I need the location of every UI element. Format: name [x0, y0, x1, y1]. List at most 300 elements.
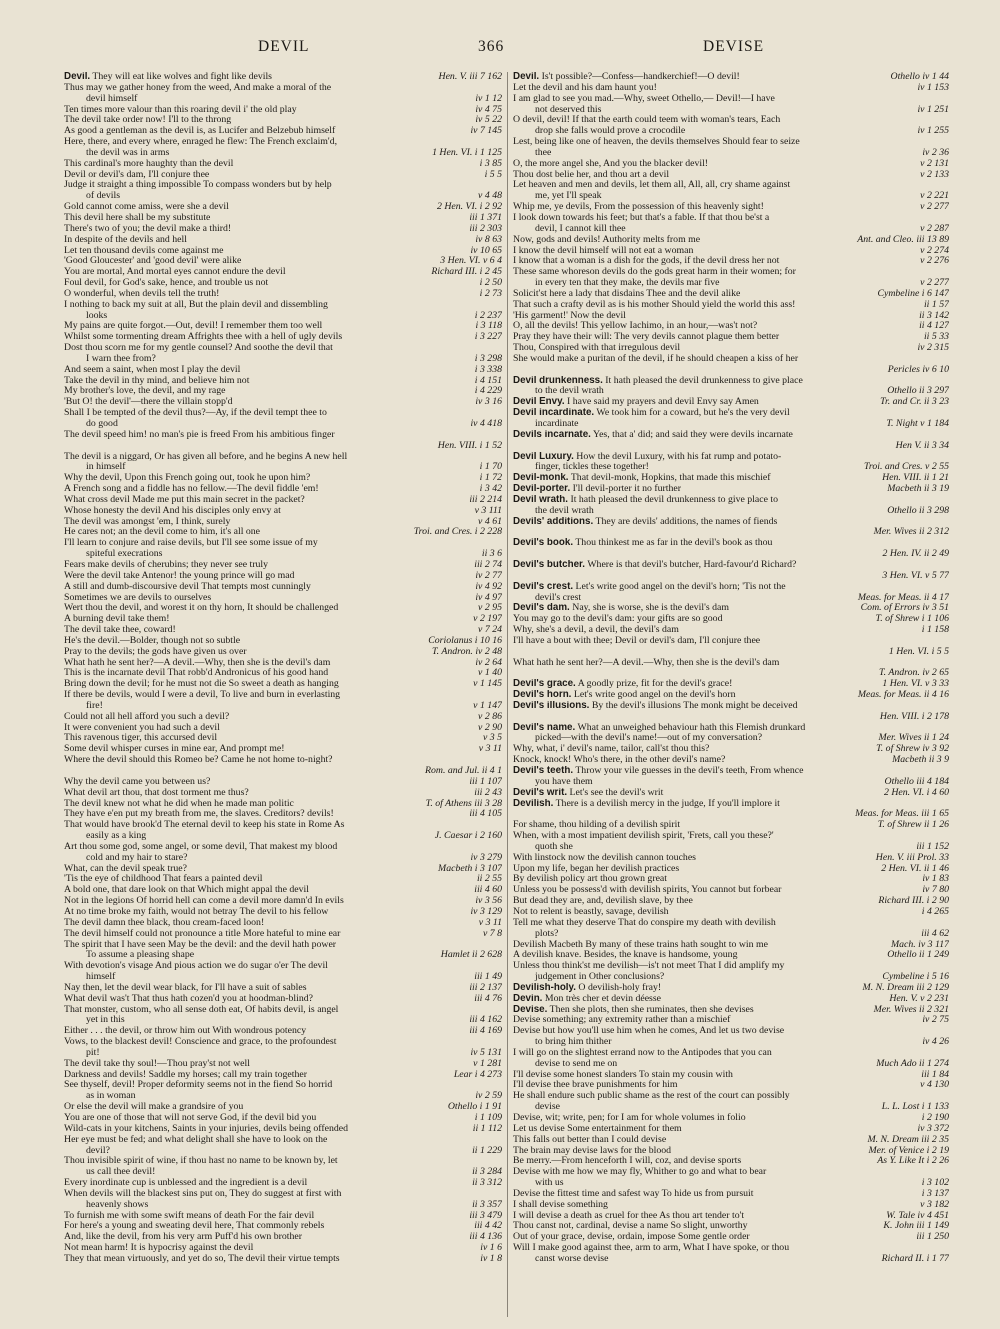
play-reference: Hen. VIII. i 2 178: [879, 711, 949, 722]
quotation-text: [64, 538, 496, 549]
quote: This falls out better than I could devise: [513, 1134, 667, 1145]
left-column: [64, 72, 502, 1317]
quote: Then she plots, then she ruminates, then she devises: [549, 1004, 754, 1015]
headword: Devil drunkenness.: [513, 375, 603, 386]
play-reference: i 3 42: [479, 484, 502, 495]
quotation-text: [513, 679, 876, 690]
quotation-text: [64, 809, 463, 820]
concordance-line: [513, 1113, 949, 1124]
quotation-text: [64, 658, 469, 669]
play-reference: Mer. of Venice i 2 19: [868, 1145, 949, 1156]
play-reference: v 4 48: [478, 191, 502, 202]
concordance-line: [513, 918, 949, 929]
quotation-text: [64, 1102, 442, 1113]
concordance-line: [513, 83, 949, 94]
quote: Let's see the devil's writ: [569, 787, 664, 798]
quote: When, with a most impatient devilish spirit, 'Frets, call you these?': [513, 831, 774, 842]
quotation-text: [513, 1211, 880, 1222]
concordance-line: [64, 430, 502, 441]
quotation-text: [64, 1070, 448, 1081]
quote: For here's a young and sweating devil here, That commonly rebels: [64, 1221, 325, 1232]
concordance-line: [513, 343, 949, 354]
play-reference: iv 3 56: [475, 896, 502, 907]
play-reference: iv 1 153: [917, 82, 949, 93]
quote: 'His garment!' Now the devil: [513, 310, 626, 321]
quotation-text: [64, 983, 463, 994]
play-reference: v 1 281: [473, 1058, 502, 1069]
quotation-text: [64, 83, 496, 94]
quotation-text: [513, 484, 881, 495]
concordance-line: [64, 376, 502, 387]
quotation-text: [64, 159, 474, 170]
concordance-line: [64, 246, 502, 257]
quotation-text: [513, 1200, 914, 1211]
play-reference: Macbeth ii 3 19: [887, 484, 949, 495]
concordance-line: [64, 1070, 502, 1081]
quote: They are devils' additions, the names of fiends: [595, 516, 778, 527]
play-reference: iii 2 214: [469, 494, 502, 505]
concordance-line: [64, 289, 502, 300]
play-reference: As Y. Like It i 2 26: [877, 1156, 949, 1167]
quote: easily as a king: [86, 831, 147, 842]
headword: Devil's crest.: [513, 581, 574, 592]
play-reference: iv 1 6: [480, 1243, 502, 1254]
concordance-line: [64, 874, 502, 885]
concordance-line: [64, 668, 502, 679]
quote: There is a devilish mercy in the judge, If you'll implore it: [555, 798, 780, 809]
concordance-line: [64, 603, 502, 614]
play-reference: Mer. Wives ii 2 312: [873, 527, 949, 538]
quote: The devil is a niggard, Or has given all before, and he begins A new hell: [64, 451, 348, 462]
quote: You may go to the devil's dam: your gifts are so good: [513, 614, 723, 625]
concordance-line: [64, 267, 502, 278]
play-reference: i 4 265: [921, 906, 949, 917]
quote: Let's write good angel on the devil's horn; 'Tis not the: [575, 581, 786, 592]
headword: Devil's illusions.: [513, 700, 590, 711]
play-reference: v 2 95: [478, 603, 502, 614]
quotation-text: [64, 712, 472, 723]
quote: devil's crest: [535, 592, 582, 603]
quote: devise to send me on: [535, 1058, 618, 1069]
quote: What hath he sent her?—A devil.—Why, then she is the devil's dam: [513, 657, 780, 668]
concordance-line: [64, 831, 502, 842]
concordance-line: [513, 950, 949, 961]
play-reference: iv 1 12: [475, 93, 502, 104]
concordance-line: [64, 1135, 502, 1146]
concordance-line: [64, 148, 502, 159]
quote: What hath he sent her?—A devil.—Why, then she is the devil's dam: [64, 657, 331, 668]
quotation-text: [513, 690, 852, 701]
concordance-line: [513, 744, 949, 755]
quotation-text: [513, 1124, 911, 1135]
quote: By the devil's illusions The monk might be deceived: [591, 700, 798, 711]
quotation-text: [64, 679, 467, 690]
quotation-text: [513, 733, 873, 744]
quote: 'Tis the eye of childhood That fears a painted devil: [64, 874, 263, 885]
quotation-text: [64, 202, 431, 213]
quote: How the devil Luxury, with his fat rump and potato-: [576, 451, 782, 462]
concordance-line: [513, 332, 949, 343]
play-reference: T. of Athens iii 3 28: [425, 798, 502, 809]
quotation-text: [513, 419, 880, 430]
quotation-text: [513, 495, 943, 506]
concordance-line: [64, 1200, 502, 1211]
quote: heavenly shows: [86, 1199, 149, 1210]
quote: What an unweighed behaviour hath this Flemish drunkard: [577, 722, 806, 733]
quote: of devils: [86, 191, 121, 202]
quotation-text: [64, 213, 463, 224]
play-reference: ii 1 112: [472, 1123, 502, 1134]
quotation-text: [513, 1156, 871, 1167]
quote: With linstock now the devilish cannon touches: [513, 852, 696, 863]
quotation-text: [64, 278, 474, 289]
quotation-text: [513, 115, 943, 126]
quotation-text: [64, 321, 470, 332]
concordance-line: [64, 1059, 502, 1070]
play-reference: iv 5 22: [475, 115, 502, 126]
concordance-line: [513, 874, 949, 885]
concordance-line: [64, 918, 502, 929]
quotation-text: [513, 332, 918, 343]
quote: Either . . . the devil, or throw him out With wondrous potency: [64, 1026, 307, 1037]
play-reference: iii 4 162: [469, 1015, 502, 1026]
concordance-line: [513, 777, 949, 788]
quote: With devotion's visage And pious action we do sugar o'er The devil: [64, 961, 328, 972]
play-reference: iii 2 137: [469, 982, 502, 993]
concordance-line: [513, 636, 949, 647]
play-reference: Troi. and Cres. i 2 228: [413, 527, 502, 538]
concordance-line: [513, 527, 949, 538]
play-reference: v 4 61: [478, 516, 502, 527]
concordance-line: [64, 1167, 502, 1178]
right-column: [513, 72, 949, 1317]
quote: I will devise a death as cruel for thee As thou art tender to't: [513, 1210, 745, 1221]
quote: The devil was amongst 'em, I think, surely: [64, 516, 231, 527]
quotation-text: [64, 918, 473, 929]
quote: A bold one, that dare look on that Which might appal the devil: [64, 885, 309, 896]
quotation-text: [64, 246, 464, 257]
quote: This is the incarnate devil That robb'd Andronicus of his good hand: [64, 668, 329, 679]
quotation-text: [513, 148, 916, 159]
quotation-text: [64, 549, 476, 560]
concordance-line: [513, 983, 949, 994]
concordance-line: [513, 1080, 949, 1091]
quote: This ravenous tiger, this accursed devil: [64, 733, 218, 744]
play-reference: Lear i 4 273: [453, 1069, 502, 1080]
quotation-text: [513, 343, 911, 354]
quotation-text: [513, 224, 914, 235]
quotation-text: [513, 1135, 861, 1146]
concordance-line: [64, 582, 502, 593]
play-reference: iv 5 131: [470, 1047, 502, 1058]
quote: He cares not; an the devil come to him, it's all one: [64, 527, 261, 538]
quotation-text: [64, 1243, 474, 1254]
quote: fire!: [86, 700, 103, 711]
quotation-text: [513, 560, 943, 571]
quote: drop she falls would prove a crocodile: [535, 126, 686, 137]
quote: This cardinal's more haughty than the devil: [64, 158, 234, 169]
quote: I will go on the slightest errand now to the Antipodes that you can: [513, 1047, 772, 1058]
quote: What cross devil Made me put this main secret in the packet?: [64, 494, 305, 505]
quote: Pray to the devils; the gods have given us over: [64, 646, 247, 657]
quotation-text: [513, 853, 870, 864]
concordance-line: [64, 777, 502, 788]
concordance-line: [64, 256, 502, 267]
quote: That would have brook'd The eternal devil to keep his state in Rome As: [64, 820, 345, 831]
quote: They that mean virtuously, and yet do so, The devil their virtue tempts: [64, 1253, 340, 1264]
quotation-text: [64, 614, 467, 625]
play-reference: T. Night v 1 184: [886, 419, 949, 429]
quotation-text: [513, 126, 911, 137]
quotation-text: [513, 137, 943, 148]
play-reference: ii 1 229: [472, 1145, 502, 1156]
concordance-line: [513, 885, 949, 896]
page-number: 366: [478, 38, 505, 55]
quote: do good: [86, 419, 118, 429]
concordance-line: [64, 853, 502, 864]
concordance-line: [64, 538, 502, 549]
concordance-line: [64, 224, 502, 235]
concordance-line: [513, 94, 949, 105]
concordance-line: [513, 1167, 949, 1178]
headword: Devil.: [513, 72, 540, 82]
concordance-line: [513, 300, 949, 311]
quotation-text: [64, 864, 432, 875]
quote: This devil here shall be my substitute: [64, 212, 211, 223]
concordance-line: [513, 1005, 949, 1016]
concordance-line: [64, 300, 502, 311]
quotation-text: [64, 788, 468, 799]
concordance-line: [513, 1243, 949, 1254]
concordance-line: [64, 343, 502, 354]
play-reference: iii 4 105: [469, 809, 502, 820]
concordance-line: [513, 473, 949, 484]
quote: Shall I be tempted of the devil thus?—Ay, if the devil tempt thee to: [64, 408, 327, 419]
quote: Why the devil came you between us?: [64, 776, 211, 787]
quotation-text: [513, 397, 874, 408]
play-reference: i 3 118: [475, 321, 502, 332]
play-reference: i 5 5: [484, 169, 502, 180]
concordance-line: [513, 235, 949, 246]
concordance-line: [64, 842, 502, 853]
quotation-text: [64, 1221, 468, 1232]
quote: Thou dost belie her, and thou art a devil: [513, 169, 670, 180]
quote: Will I make good against thee, arm to arm, What I have spoke, or thou: [513, 1243, 790, 1254]
quote: cold and my hair to stare?: [86, 852, 188, 863]
play-reference: 1 Hen. VI. v 3 33: [882, 679, 949, 690]
quotation-text: [64, 744, 473, 755]
quotation-text: [64, 484, 474, 495]
quote: Dost thou scorn me for my gentle counsel? And soothe the devil that: [64, 343, 333, 354]
concordance-line: [513, 961, 949, 972]
quote: Bring down the devil; for he must not die So sweet a death as hanging: [64, 679, 339, 690]
quotation-text: [513, 701, 943, 712]
quote: I'll learn to conjure and raise devils, but I'll see some issue of my: [64, 538, 318, 549]
concordance-line: [64, 1156, 502, 1167]
concordance-line: [513, 1102, 949, 1113]
quote: 'Good Gloucester' and 'good devil' were alike: [64, 256, 242, 267]
concordance-line: [513, 224, 949, 235]
quotation-text: [513, 755, 886, 766]
quote: Judge it straight a thing impossible To compass wonders but by help: [64, 180, 332, 191]
concordance-line: [513, 625, 949, 636]
quote: Out of your grace, devise, ordain, impose Some gentle order: [513, 1232, 750, 1243]
play-reference: Coriolanus i 10 16: [428, 635, 502, 646]
quotation-text: [64, 1037, 496, 1048]
play-reference: Mer. Wives ii 2 321: [873, 1004, 949, 1015]
concordance-line: [64, 636, 502, 647]
play-reference: Richard III. i 2 45: [431, 267, 502, 278]
quotation-text: [513, 430, 943, 441]
quotation-text: [513, 300, 918, 311]
quotation-text: [513, 874, 916, 885]
play-reference: iii 4 169: [469, 1026, 502, 1037]
quote: Where the devil should this Romeo be? Came he not home to-night?: [64, 755, 333, 766]
quotation-text: [513, 603, 855, 614]
quote: Ten times more valour than this roaring devil i' the old play: [64, 104, 297, 115]
play-reference: i 1 70: [479, 462, 502, 473]
quote: plots?: [535, 928, 559, 939]
play-reference: Othello iv 1 44: [890, 72, 949, 82]
concordance-line: [64, 506, 502, 517]
concordance-line: [64, 452, 502, 463]
play-reference: Ant. and Cleo. iii 13 89: [857, 234, 949, 245]
play-reference: i 2 190: [921, 1113, 949, 1123]
play-reference: iv 4 97: [475, 592, 502, 603]
play-reference: Much Ado ii 1 274: [876, 1058, 949, 1069]
play-reference: Rom. and Jul. ii 4 1: [424, 766, 502, 776]
quote: Is't possible?—Confess—handkerchief!—O devil!: [541, 72, 740, 82]
quotation-text: [513, 1189, 916, 1200]
quote: as in woman: [86, 1091, 136, 1102]
quotation-text: [513, 929, 915, 940]
play-reference: i 2 237: [474, 310, 502, 321]
concordance-line: [513, 929, 949, 940]
concordance-line: [64, 560, 502, 571]
concordance-line: [513, 560, 949, 571]
concordance-line: [64, 733, 502, 744]
quotation-text: [64, 311, 469, 322]
concordance-line: [64, 809, 502, 820]
quotation-text: [64, 137, 496, 148]
quote: The devil take thy soul!—Thou pray'st not well: [64, 1058, 250, 1069]
quote: To furnish me with some swift means of death For the fair devil: [64, 1210, 315, 1221]
quotation-text: [64, 289, 474, 300]
concordance-line: [64, 441, 502, 452]
quotation-text: [64, 961, 496, 972]
quotation-text: [513, 907, 916, 918]
quotation-text: [64, 267, 425, 278]
quotation-text: [64, 495, 463, 506]
quote: Thus may we gather honey from the weed, And make a moral of the: [64, 82, 332, 93]
quote: judgement in Other conclusions?: [535, 972, 665, 983]
quotation-text: [513, 820, 872, 831]
play-reference: v 1 145: [473, 679, 502, 690]
quote: Nay, she is worse, she is the devil's dam: [572, 603, 730, 614]
concordance-line: [64, 820, 502, 831]
quotation-text: [64, 1080, 496, 1091]
play-reference: iii 1 84: [921, 1069, 949, 1080]
quotation-text: [64, 950, 435, 961]
play-reference: v 2 221: [920, 191, 949, 202]
quote: For shame, thou hilding of a devilish spirit: [513, 820, 681, 831]
quote: Lest, being like one of heaven, the devils themselves Should fear to seize: [513, 137, 800, 148]
quote: Devise but how you'll use him when he comes, And let us two devise: [513, 1026, 785, 1037]
quote: That monster, custom, who all sense doth eat, Of habits devil, is angel: [64, 1004, 339, 1015]
quote: When devils will the blackest sins put on, They do suggest at first with: [64, 1188, 342, 1199]
quotation-text: [64, 1178, 466, 1189]
quote: looks: [86, 310, 108, 321]
concordance-line: [64, 983, 502, 994]
quote: incardinate: [535, 419, 579, 429]
quotation-text: [64, 430, 496, 441]
quote: Whilst some tormenting dream Affrights thee with a hell of ugly devils: [64, 332, 343, 343]
play-reference: i 2 50: [479, 278, 502, 289]
concordance-line: [513, 896, 949, 907]
quotation-text: [64, 94, 469, 105]
concordance-line: [513, 517, 949, 528]
quote: Tell me what they deserve That do conspire my death with devilish: [513, 917, 776, 928]
quote: devil?: [86, 1145, 110, 1156]
quote: Let us devise Some entertainment for them: [513, 1123, 682, 1134]
play-reference: iv 7 80: [922, 885, 949, 896]
quote: My pains are quite forgot.—Out, devil! I remember them too well: [64, 321, 323, 332]
quotation-text: [64, 668, 472, 679]
quotation-text: [64, 636, 422, 647]
quote: Some devil whisper curses in mine ear, And prompt me!: [64, 744, 285, 755]
play-reference: i 1 109: [474, 1113, 502, 1123]
quote: Nay then, let the devil wear black, for I'll have a suit of sables: [64, 982, 307, 993]
concordance-line: [513, 495, 949, 506]
quotation-text: [513, 972, 876, 983]
quotation-text: [64, 419, 464, 430]
quotation-text: [513, 517, 943, 528]
concordance-line: [513, 1156, 949, 1167]
concordance-line: [64, 940, 502, 951]
quotation-text: [64, 376, 469, 387]
quotation-text: [64, 1015, 463, 1026]
concordance-line: [513, 365, 949, 376]
concordance-line: [64, 1026, 502, 1037]
concordance-line: [513, 105, 949, 116]
quote: pit!: [86, 1047, 100, 1058]
play-reference: Cymbeline i 5 16: [882, 972, 949, 983]
quotation-text: [64, 755, 496, 766]
quotation-text: [513, 72, 885, 83]
quote: Not in the legions Of horrid hell can come a devil more damn'd In evils: [64, 896, 344, 907]
concordance-line: [64, 929, 502, 940]
quotation-text: [64, 452, 496, 463]
concordance-line: [513, 191, 949, 202]
quotation-text: [64, 115, 469, 126]
column-divider: [507, 72, 508, 1317]
play-reference: iv 2 75: [922, 1015, 949, 1026]
quotation-text: [64, 701, 467, 712]
play-reference: i 2 73: [479, 288, 502, 299]
quotation-text: [64, 1189, 496, 1200]
concordance-line: [513, 408, 949, 419]
concordance-line: [513, 701, 949, 712]
quotation-text: [64, 571, 469, 582]
quotation-text: [64, 1113, 469, 1124]
play-reference: ii 5 33: [923, 332, 949, 343]
concordance-line: [513, 549, 949, 560]
headword: Devils incarnate.: [513, 429, 591, 440]
concordance-line: [64, 170, 502, 181]
play-reference: i 3 85: [479, 158, 502, 169]
quote: Devise something; any extremity rather than a mischief: [513, 1015, 731, 1026]
concordance-line: [513, 256, 949, 267]
